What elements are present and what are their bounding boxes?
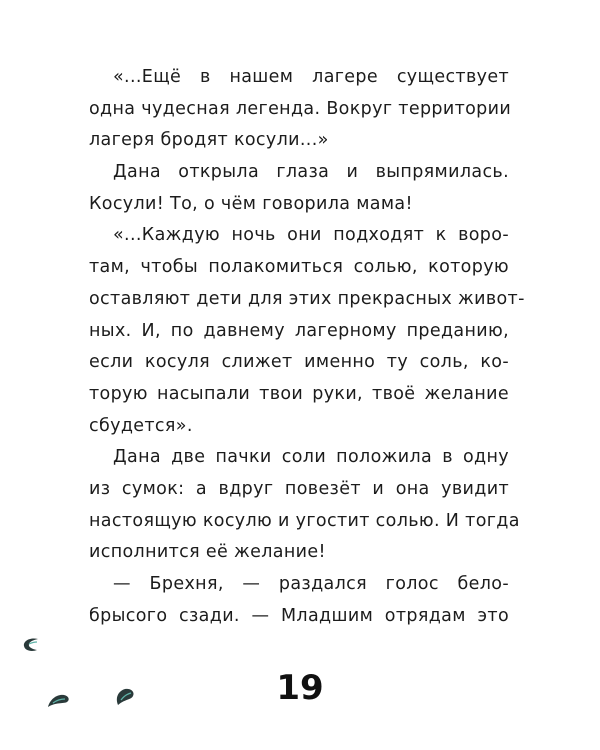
text-line-3: лагеря бродят косули...» bbox=[89, 130, 329, 151]
text-line-8: оставляют дети для этих прекрасных живот- bbox=[89, 288, 525, 309]
text-line-12: сбудется». bbox=[89, 415, 193, 436]
text-line-16: исполнится её желание! bbox=[89, 542, 326, 563]
text-line-18: брысого сзади. — Младшим отрядам это bbox=[89, 605, 509, 626]
text-line-13: Дана две пачки соли положила в одну bbox=[113, 447, 509, 468]
text-line-17: — Брехня, — раздался голос бело- bbox=[113, 574, 509, 594]
text-line-11: торую насыпали твои руки, твоё желание bbox=[89, 383, 509, 404]
text-line-5: Косули! То, о чём говорила мама! bbox=[89, 193, 413, 214]
text-line-2: одна чудесная легенда. Вокруг территории bbox=[89, 98, 512, 119]
text-line-7: там, чтобы полакомиться солью, которую bbox=[89, 257, 509, 278]
page-number: 19 bbox=[276, 668, 324, 708]
text-line-6: «...Каждую ночь они подходят к воро- bbox=[113, 225, 509, 246]
leaf-ornament-icon bbox=[20, 636, 42, 654]
body-text bbox=[89, 62, 525, 632]
text-line-10: если косуля слижет именно ту соль, ко- bbox=[89, 352, 509, 373]
text-line-1: «...Ещё в нашем лагере существует bbox=[113, 67, 509, 87]
text-line-15: настоящую косулю и угостит солью. И тогда bbox=[89, 510, 520, 531]
text-line-9: ных. И, по давнему лагерному преданию, bbox=[89, 320, 509, 341]
text-line-14: из сумок: а вдруг повезёт и она увидит bbox=[89, 478, 509, 499]
text-line-4: Дана открыла глаза и выпрямилась. bbox=[113, 162, 509, 183]
